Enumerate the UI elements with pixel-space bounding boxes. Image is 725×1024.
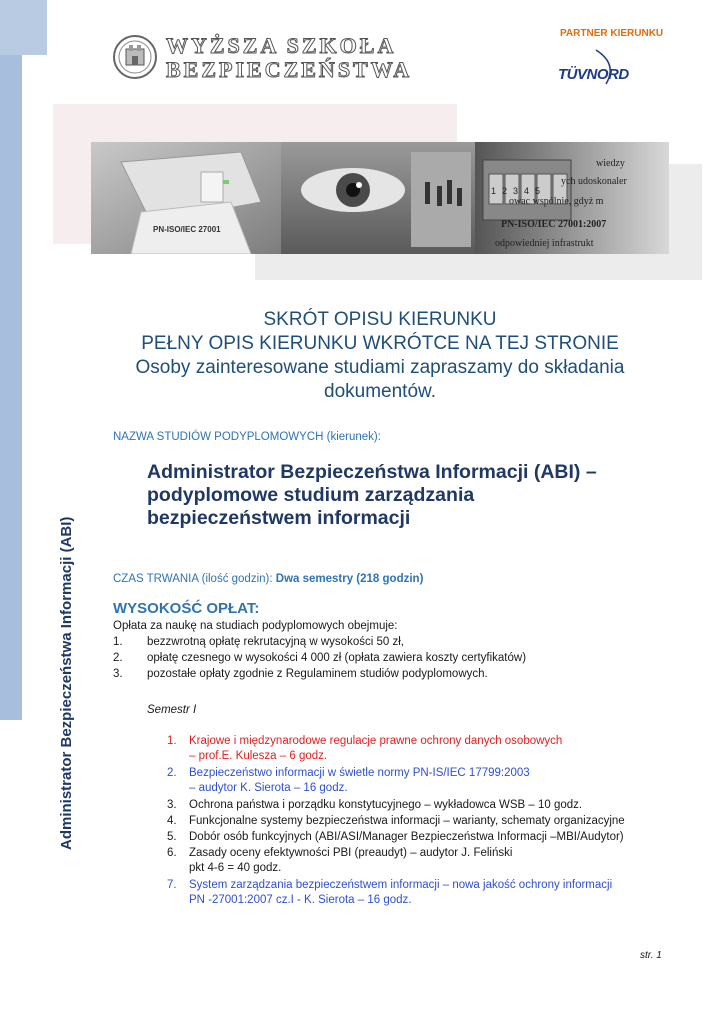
program-title-line-1: Administrator Bezpieczeństwa Informacji (ABI) – [147,461,597,483]
semester-label: Semestr I [147,704,197,716]
fee-item-number: 3. [113,668,123,680]
header-line-1: SKRÓT OPISU KIERUNKU [263,309,497,330]
course-title: Bezpieczeństwo informacji w świetle normy PN-IS/IEC 17799:2003 [189,767,530,779]
partner-brand-logo: TÜVNORD [558,66,629,83]
course-number: 6. [167,847,177,859]
header-line-3: Osoby zainteresowane studiami zapraszamy do składania [135,357,625,378]
header-photo-strip [91,142,669,254]
side-color-bar-top [0,0,47,55]
course-title: System zarządzania bezpieczeństwem informacji – nowa jakość ochrony informacji [189,879,613,891]
fee-item [113,652,526,664]
program-name-label: NAZWA STUDIÓW PODYPLOMOWYCH (kierunek): [113,431,381,443]
duration-row [113,573,423,585]
lock-code-text: 12345 [491,186,547,196]
course-detail: PN -27001:2007 cz.I - K. Sierota – 16 godz. [189,894,412,906]
vertical-program-title: Administrator Bezpieczeństwa Informacji (ABI) [58,516,75,850]
duration-value: Dwa semestry (218 godzin) [275,573,424,585]
course-number: 4. [167,815,177,827]
duration-label: CZAS TRWANIA (ilość godzin): [113,573,273,585]
photo-text-line-1: wiedzy [596,158,625,169]
course-detail: – prof.E. Kulesza – 6 godz. [189,750,328,762]
course-detail: – audytor K. Sierota – 16 godz. [189,782,348,794]
program-title-line-3: bezpieczeństwem informacji [147,507,411,529]
course-number: 3. [167,799,177,811]
header-announcement [130,308,630,404]
course-title: Zasady oceny efektywności PBI (preaudyt) – audytor J. Feliński [189,847,513,859]
course-item [167,830,624,845]
fees-intro: Opłata za naukę na studiach podyplomowych obejmuje: [113,620,398,632]
page-number: str. 1 [640,950,662,961]
fee-item-text: bezzwrotną opłatę rekrutacyjną w wysokości 50 zł, [147,636,404,648]
course-number: 1. [167,735,177,747]
course-item [167,766,530,796]
photo-norm-text-2: PN-ISO/IEC 27001:2007 [501,219,607,230]
side-white-strip [22,55,47,720]
program-title [147,461,667,530]
school-name-line2: BEZPIECZEŃSTWA [166,57,413,82]
course-item [167,846,512,876]
photo-collage [91,142,669,254]
course-item [167,814,625,829]
fee-item-number: 1. [113,636,123,648]
fee-item-number: 2. [113,652,123,664]
program-title-line-2: podyplomowe studium zarządzania [147,484,475,506]
course-title: Funkcjonalne systemy bezpieczeństwa informacji – warianty, schematy organizacyjne [189,815,625,827]
photo-text-line-4: odpowiedniej infrastrukt [495,238,594,249]
photo-text-line-3: owac wspólnie, gdyż m [509,196,604,207]
fee-item-text: pozostałe opłaty zgodnie z Regulaminem studiów podyplomowych. [147,668,488,680]
course-number: 2. [167,767,177,779]
partner-label: PARTNER KIERUNKU [560,28,664,39]
photo-text-line-2: ych udoskonaler [561,176,627,187]
fee-item-text: opłatę czesnego w wysokości 4 000 zł (opłata zawiera koszty certyfikatów) [147,652,527,664]
fee-item [113,668,488,680]
school-name-line1: WYŻSZA SZKOŁA [166,33,397,58]
course-item [167,798,582,813]
course-item [167,878,612,908]
course-item [167,734,562,764]
course-number: 7. [167,879,177,891]
header-line-4: dokumentów. [324,381,436,402]
course-detail: pkt 4-6 = 40 godz. [189,862,282,874]
course-title: Krajowe i międzynarodowe regulacje prawne ochrony danych osobowych [189,735,563,747]
course-number: 5. [167,831,177,843]
header-line-2: PEŁNY OPIS KIERUNKU WKRÓTCE NA TEJ STRONIE [141,333,619,354]
school-crest-icon [112,34,158,80]
fee-item [113,636,404,648]
photo-norm-text-1: PN-ISO/IEC 27001 [153,225,221,234]
school-logo [112,34,158,85]
fees-heading: WYSOKOŚĆ OPŁAT: [113,600,260,617]
course-title: Ochrona państwa i porządku konstytucyjnego – wykładowca WSB – 10 godz. [189,799,583,811]
course-title: Dobór osób funkcyjnych (ABI/ASI/Manager Bezpieczeństwa Informacji –MBI/Audytor) [189,831,624,843]
